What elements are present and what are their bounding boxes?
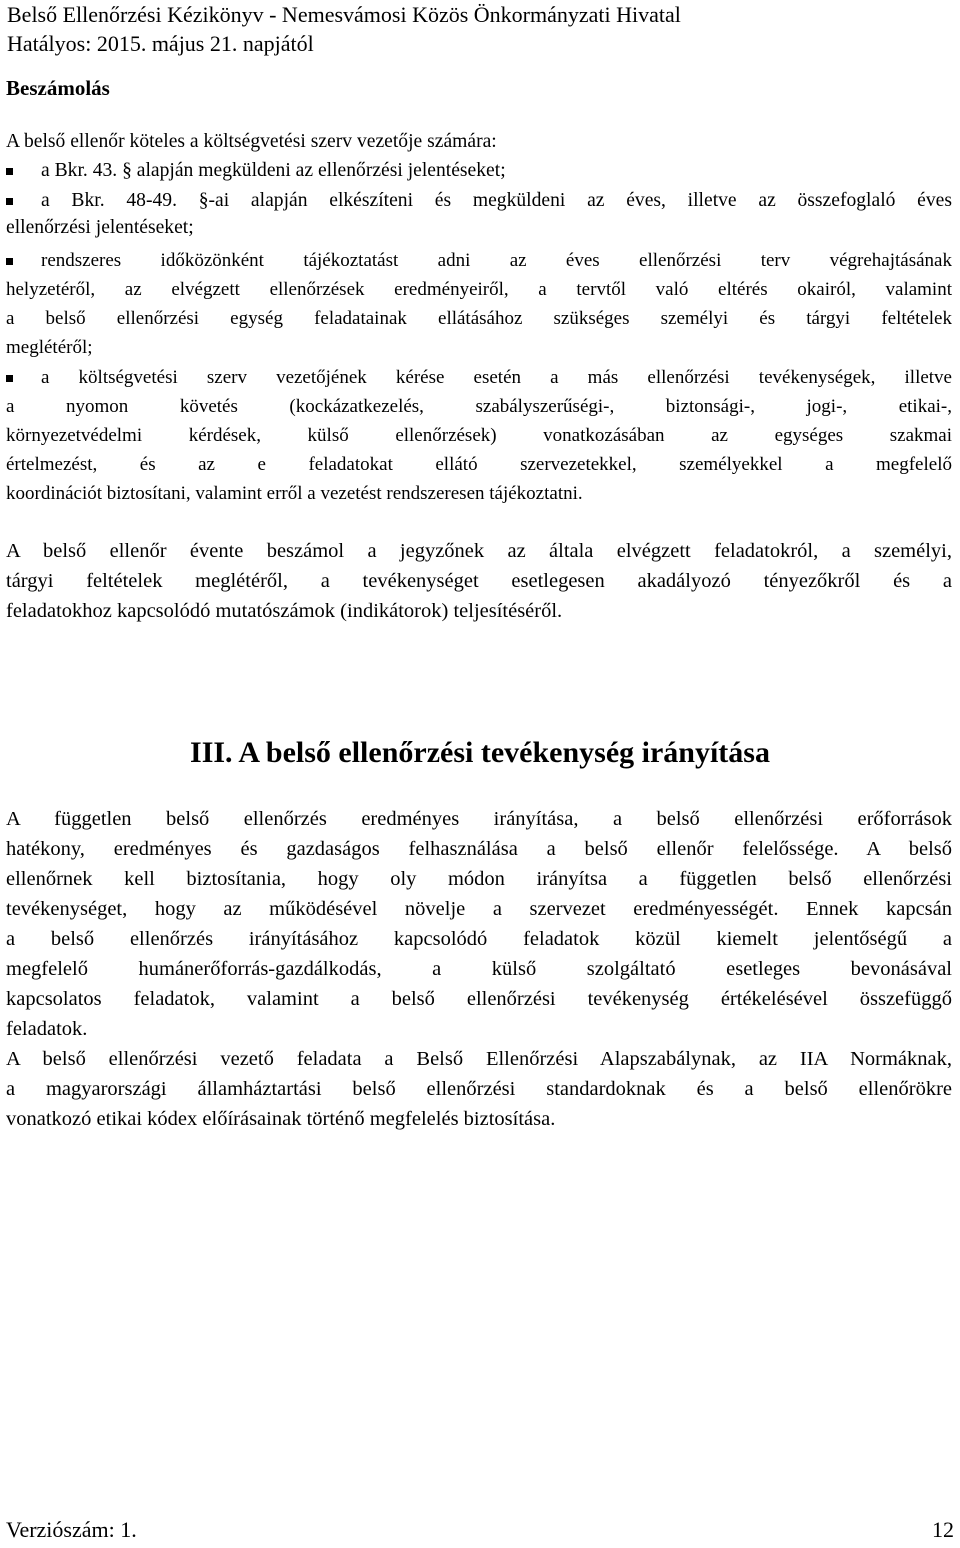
list-item-continuation: a belső ellenőrzési egység feladatainak ellátásához szükséges személyi és tárgyi feltételek: [6, 308, 952, 329]
bullet-marker: [6, 168, 13, 175]
paragraph-line: A belső ellenőr évente beszámol a jegyzőnek az általa elvégzett feladatokról, a személyi,: [6, 540, 952, 562]
list-item: a Bkr. 48-49. §-ai alapján elkészíteni és megküldeni az éves, illetve az összefoglaló éves: [41, 190, 952, 211]
header-title: Belső Ellenőrzési Kézikönyv - Nemesvámosi Közös Önkormányzati Hivatal: [7, 2, 681, 27]
chapter-title: III. A belső ellenőrzési tevékenység irányítása: [190, 736, 770, 769]
list-item-continuation: helyzetéről, az elvégzett ellenőrzések eredményeiről, a tervtől való eltérés okairól, valamint: [6, 279, 952, 300]
list-item-continuation: meglétéről;: [6, 337, 93, 358]
paragraph-line: vonatkozó etikai kódex előírásainak történő megfelelés biztosítása.: [6, 1108, 556, 1130]
list-item: a költségvetési szerv vezetőjének kérése esetén a más ellenőrzési tevékenységek, illetve: [41, 367, 952, 388]
bullet-marker: [6, 258, 13, 265]
list-item-continuation: koordinációt biztosítani, valamint erről a vezetést rendszeresen tájékoztatni.: [6, 483, 583, 504]
list-item: rendszeres időközönként tájékoztatást adni az éves ellenőrzési terv végrehajtásának: [41, 250, 952, 271]
intro-text: A belső ellenőr köteles a költségvetési szerv vezetője számára:: [6, 131, 497, 152]
list-item-continuation: környezetvédelmi kérdések, külső ellenőrzések) vonatkozásában az egységes szakmai: [6, 425, 952, 446]
list-item-continuation: értelmezést, és az e feladatokat ellátó szervezetekkel, személyekkel a megfelelő: [6, 454, 952, 475]
page-header: [7, 0, 952, 58]
bullet-marker: [6, 375, 13, 382]
paragraph-line: ellenőrnek kell biztosítania, hogy oly módon irányítsa a független belső ellenőrzési: [6, 868, 952, 890]
list-item: a Bkr. 43. § alapján megküldeni az ellenőrzési jelentéseket;: [41, 160, 506, 181]
paragraph-line: A független belső ellenőrzés eredményes irányítása, a belső ellenőrzési erőforrások: [6, 808, 952, 830]
paragraph-line: feladatokhoz kapcsolódó mutatószámok (indikátorok) teljesítéséről.: [6, 600, 563, 622]
paragraph-line: hatékony, eredményes és gazdaságos felhasználása a belső ellenőr felelőssége. A belső: [6, 838, 952, 860]
header-effective-date: Hatályos: 2015. május 21. napjától: [7, 31, 314, 56]
section-title: Beszámolás: [6, 76, 110, 100]
paragraph-line: a magyarországi államháztartási belső ellenőrzési standardoknak és a belső ellenőrökre: [6, 1078, 952, 1100]
paragraph-line: tevékenységet, hogy az működésével növelje a szervezet eredményességét. Ennek kapcsán: [6, 898, 952, 920]
paragraph-line: megfelelő humánerőforrás-gazdálkodás, a külső szolgáltató esetleges bevonásával: [6, 958, 952, 980]
paragraph-line: A belső ellenőrzési vezető feladata a Belső Ellenőrzési Alapszabálynak, az IIA Normáknak,: [6, 1048, 952, 1070]
bullet-marker: [6, 198, 13, 205]
paragraph-line: feladatok.: [6, 1018, 88, 1040]
list-item-continuation: ellenőrzési jelentéseket;: [6, 217, 194, 238]
paragraph-line: a belső ellenőrzés irányításához kapcsolódó feladatok közül kiemelt jelentőségű a: [6, 928, 952, 950]
footer-version: Verziószám: 1.: [6, 1517, 137, 1542]
paragraph-line: kapcsolatos feladatok, valamint a belső ellenőrzési tevékenység értékelésével összefüggő: [6, 988, 952, 1010]
paragraph-line: tárgyi feltételek meglétéről, a tevékenységet esetlegesen akadályozó tényezőkről és a: [6, 570, 952, 592]
footer-page-number: 12: [932, 1517, 954, 1542]
list-item-continuation: a nyomon követés (kockázatkezelés, szabályszerűségi-, biztonsági-, jogi-, etikai-,: [6, 396, 952, 417]
